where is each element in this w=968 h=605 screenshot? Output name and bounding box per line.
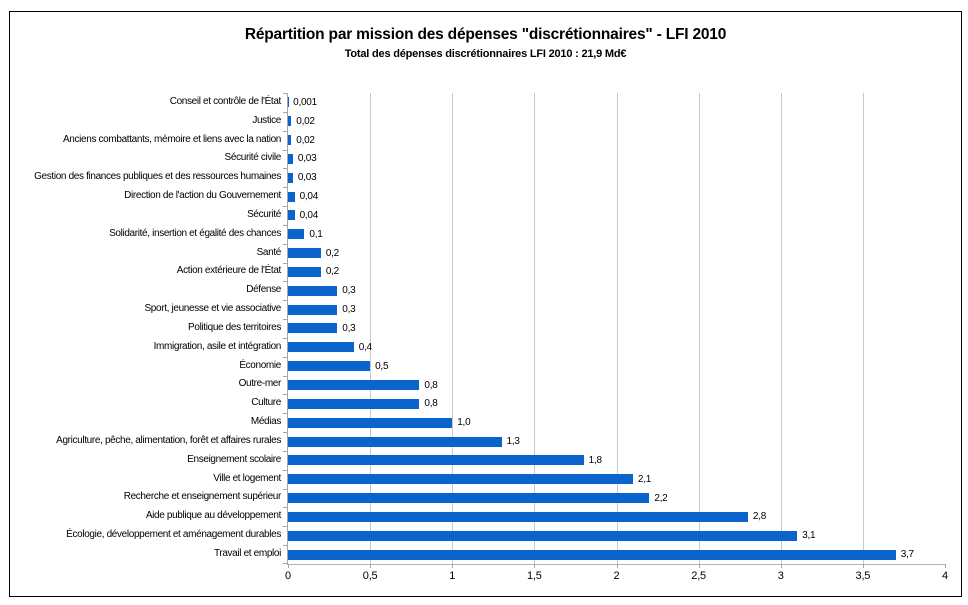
y-axis-tick <box>283 150 288 151</box>
bar <box>288 474 633 484</box>
y-axis-tick <box>283 225 288 226</box>
bar <box>288 248 321 258</box>
category-label: Solidarité, insertion et égalité des chances <box>109 227 281 239</box>
y-axis-tick <box>283 300 288 301</box>
chart-row <box>288 131 945 150</box>
x-axis-tick-label: 3 <box>777 570 784 582</box>
y-axis-tick <box>283 470 288 471</box>
bar <box>288 437 502 447</box>
value-label: 0,2 <box>325 266 339 278</box>
chart-row <box>288 244 945 263</box>
value-label: 1,8 <box>588 454 602 466</box>
value-label: 0,04 <box>299 209 319 221</box>
chart-row <box>288 451 945 470</box>
y-axis-tick <box>283 376 288 377</box>
x-axis-tick <box>452 564 453 568</box>
category-label: Conseil et contrôle de l'État <box>169 96 281 107</box>
chart-row <box>288 357 945 376</box>
category-label: Gestion des finances publiques et des ressources humaines <box>34 171 281 183</box>
bar <box>288 116 291 126</box>
x-axis-tick <box>617 564 618 568</box>
y-axis-tick <box>283 489 288 490</box>
plot-area <box>285 93 948 582</box>
y-axis-tick <box>283 507 288 508</box>
category-label: Justice <box>252 114 281 126</box>
y-axis-tick <box>283 281 288 282</box>
value-label: 0,001 <box>293 96 317 108</box>
x-axis-tick <box>699 564 700 568</box>
chart-row <box>288 281 945 300</box>
chart-row <box>288 206 945 225</box>
chart-row <box>288 187 945 206</box>
chart-row <box>288 319 945 338</box>
x-axis-tick <box>781 564 782 568</box>
chart-row <box>288 432 945 451</box>
y-axis-tick <box>283 112 288 113</box>
chart-row <box>288 150 945 169</box>
chart-row <box>288 545 945 564</box>
value-label: 0,3 <box>342 285 356 297</box>
y-axis-tick <box>283 413 288 414</box>
category-label: Recherche et enseignement supérieur <box>123 491 281 503</box>
category-label: Anciens combattants, mémoire et liens avec la nation <box>62 133 281 145</box>
chart-row <box>288 338 945 357</box>
value-label: 0,1 <box>309 228 323 240</box>
chart-row <box>288 93 945 112</box>
y-axis-tick <box>283 187 288 188</box>
bar <box>288 342 354 352</box>
category-label: Culture <box>251 397 281 409</box>
category-label: Défense <box>246 284 281 296</box>
x-axis-tick <box>945 564 946 568</box>
category-label: Sécurité <box>247 208 281 220</box>
bar <box>288 323 337 333</box>
category-label: Aide publique au développement <box>145 510 281 522</box>
value-label: 0,4 <box>358 341 372 353</box>
x-axis-tick-label: 2 <box>613 570 620 582</box>
bar <box>288 531 797 541</box>
chart-frame <box>9 11 962 597</box>
x-axis-tick-label: 0 <box>285 570 291 582</box>
y-axis-tick <box>283 263 288 264</box>
bar <box>288 267 321 277</box>
chart-subtitle: Total des dépenses discrétionnaires LFI 2010 : 21,9 Md€ <box>344 48 627 60</box>
y-axis-tick <box>283 357 288 358</box>
category-label: Économie <box>239 359 281 371</box>
category-label: Écologie, développement et aménagement durables <box>66 529 281 541</box>
category-label: Outre-mer <box>238 378 281 390</box>
x-axis-tick-label: 4 <box>942 570 948 582</box>
bar <box>288 192 295 202</box>
value-label: 1,3 <box>506 436 520 448</box>
bar <box>288 210 295 220</box>
category-axis <box>10 93 287 565</box>
value-label: 0,5 <box>375 360 389 372</box>
bar <box>288 135 291 145</box>
value-label: 0,2 <box>325 247 339 259</box>
bar <box>288 455 584 465</box>
bar <box>288 305 337 315</box>
chart-row <box>288 413 945 432</box>
y-axis-tick <box>283 394 288 395</box>
chart-row <box>288 112 945 131</box>
bar <box>288 512 748 522</box>
y-axis-tick <box>283 206 288 207</box>
x-axis-tick-label: 0,5 <box>362 570 378 582</box>
chart-body <box>10 93 948 582</box>
value-label: 2,2 <box>654 492 668 504</box>
category-label: Sport, jeunesse et vie associative <box>144 303 281 315</box>
x-axis-tick-label: 2,5 <box>691 570 706 582</box>
x-axis-tick-label: 3,5 <box>855 570 871 582</box>
category-label: Politique des territoires <box>188 321 281 333</box>
category-label: Immigration, asile et intégration <box>153 340 281 352</box>
y-axis-tick <box>283 319 288 320</box>
x-axis-tick-label: 1 <box>449 570 456 582</box>
chart-row <box>288 507 945 526</box>
chart-row <box>288 376 945 395</box>
bar <box>288 550 896 560</box>
bar <box>288 380 419 390</box>
category-label: Travail et emploi <box>213 547 281 559</box>
value-label: 0,8 <box>424 398 438 410</box>
value-label: 0,3 <box>342 322 356 334</box>
chart-title: Répartition par mission des dépenses "discrétionnaires" - LFI 2010 <box>244 26 727 43</box>
value-label: 0,03 <box>297 153 317 165</box>
value-label: 0,02 <box>296 134 315 146</box>
category-label: Enseignement scolaire <box>187 453 281 465</box>
chart-row <box>288 489 945 508</box>
value-label: 0,3 <box>342 304 356 316</box>
chart-row <box>288 526 945 545</box>
value-label: 3,1 <box>802 530 816 542</box>
y-axis-tick <box>283 244 288 245</box>
bar <box>288 173 293 183</box>
bar <box>288 286 337 296</box>
value-label: 3,7 <box>900 549 914 561</box>
y-axis-tick <box>283 545 288 546</box>
category-label: Action extérieure de l'État <box>176 265 281 277</box>
value-label: 2,1 <box>637 473 652 485</box>
bar <box>288 361 370 371</box>
x-axis-tick-label: 1,5 <box>527 570 542 582</box>
x-axis-tick <box>288 564 289 568</box>
category-label: Sécurité civile <box>224 152 281 164</box>
category-label: Ville et logement <box>213 472 281 484</box>
chart-row <box>288 300 945 319</box>
bar <box>288 399 419 409</box>
y-axis-tick <box>283 93 288 94</box>
bar <box>288 418 452 428</box>
chart-row <box>288 394 945 413</box>
value-label: 0,03 <box>297 172 317 184</box>
category-label: Médias <box>250 416 281 428</box>
bar <box>288 229 304 239</box>
y-axis-tick <box>283 131 288 132</box>
y-axis-tick <box>283 451 288 452</box>
y-axis-tick <box>283 338 288 339</box>
value-label: 0,02 <box>296 115 315 127</box>
bar <box>288 154 293 164</box>
x-axis-tick <box>534 564 535 568</box>
value-label: 2,8 <box>752 511 767 523</box>
category-label: Agriculture, pêche, alimentation, forêt et affaires rurales <box>56 434 281 446</box>
chart-row <box>288 225 945 244</box>
x-axis-tick <box>370 564 371 568</box>
category-label: Santé <box>256 246 281 258</box>
y-axis-tick <box>283 432 288 433</box>
value-label: 0,04 <box>299 191 319 203</box>
chart-row <box>288 470 945 489</box>
value-label: 0,8 <box>424 379 438 391</box>
bar <box>288 493 649 503</box>
y-axis-tick <box>283 526 288 527</box>
category-label: Direction de l'action du Gouvernement <box>124 190 281 202</box>
value-label: 1,0 <box>457 417 471 429</box>
chart-row <box>288 168 945 187</box>
x-axis-tick <box>863 564 864 568</box>
chart-row <box>288 263 945 282</box>
y-axis-tick <box>283 168 288 169</box>
